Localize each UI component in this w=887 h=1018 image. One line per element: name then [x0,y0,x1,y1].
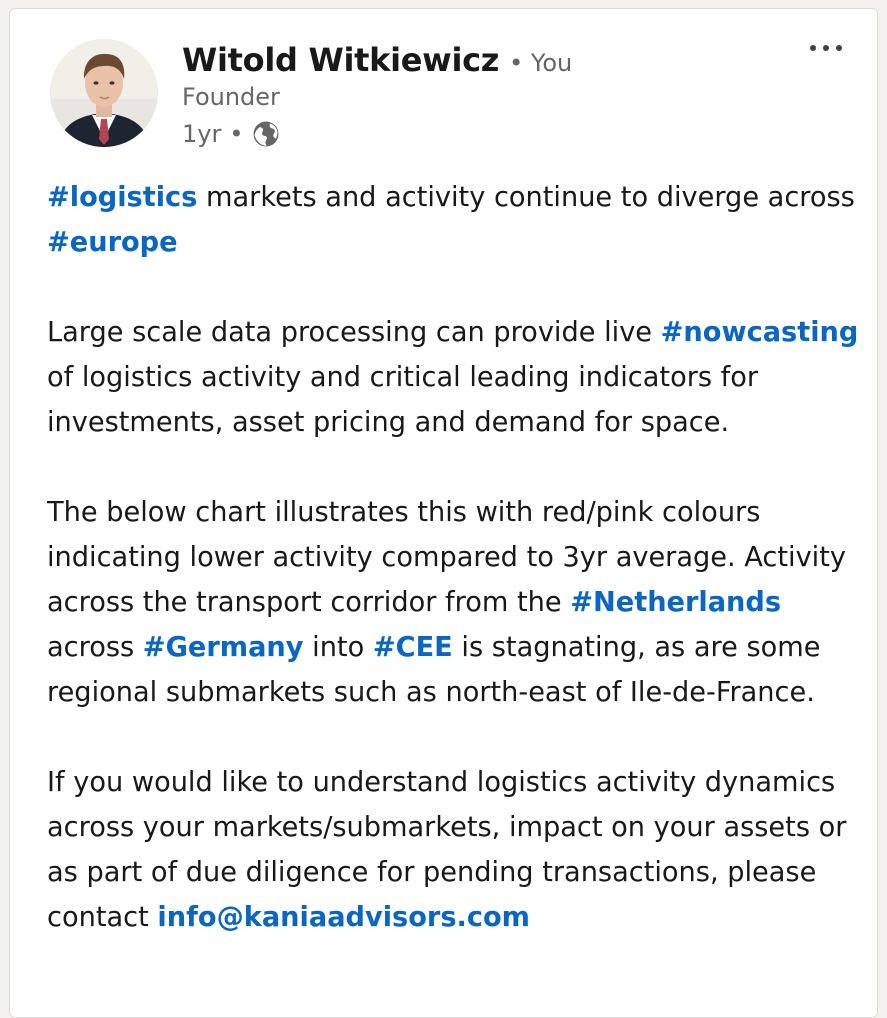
author-name-row [182,41,572,79]
more-horizontal-icon [808,43,844,53]
paragraph-3-text-c: into [303,632,373,663]
post-paragraph-3 [47,490,867,715]
hashtag-logistics[interactable]: #logistics [47,182,198,213]
author-name[interactable]: Witold Witkiewicz [182,41,500,79]
post-body [47,175,867,940]
author-avatar[interactable] [50,39,158,147]
hashtag-europe[interactable]: #europe [47,227,178,258]
paragraph-3-text-a: The below chart illustrates this with red/pink colours indicating lower activity compared to 3yr average. Activity across the transport corridor from the [47,497,846,618]
paragraph-3-text-d: is stagnating, as are some regional submarkets such as north-east of Ile-de-France. [47,632,821,708]
hashtag-netherlands[interactable]: #Netherlands [570,587,782,618]
hashtag-nowcasting[interactable]: #nowcasting [660,317,859,348]
globe-icon[interactable] [251,119,281,149]
contact-email-link[interactable]: info@kaniaadvisors.com [157,902,530,933]
paragraph-3-text-b: across [47,632,143,663]
hashtag-germany[interactable]: #Germany [142,632,304,663]
post-card [9,8,878,1018]
author-relation: • You [509,49,573,77]
paragraph-2-text-b: of logistics activity and critical leading indicators for investments, asset pricing and demand for space. [47,362,759,438]
post-age: 1yr [182,120,222,148]
author-headline: Founder [182,83,280,111]
more-options-button[interactable] [805,33,847,63]
paragraph-4-text: If you would like to understand logistics activity dynamics across your markets/submarkets, impact on your assets or as part of due diligence for pending transactions, please contact [47,767,847,933]
paragraph-1-text: markets and activity continue to diverge across [197,182,855,213]
post-paragraph-2 [47,310,867,445]
meta-separator: • [229,120,244,148]
post-paragraph-4 [47,760,867,940]
paragraph-2-text-a: Large scale data processing can provide live [47,317,661,348]
avatar-photo [50,39,158,147]
hashtag-cee[interactable]: #CEE [372,632,453,663]
post-meta [182,119,281,149]
post-paragraph-1 [47,175,867,265]
